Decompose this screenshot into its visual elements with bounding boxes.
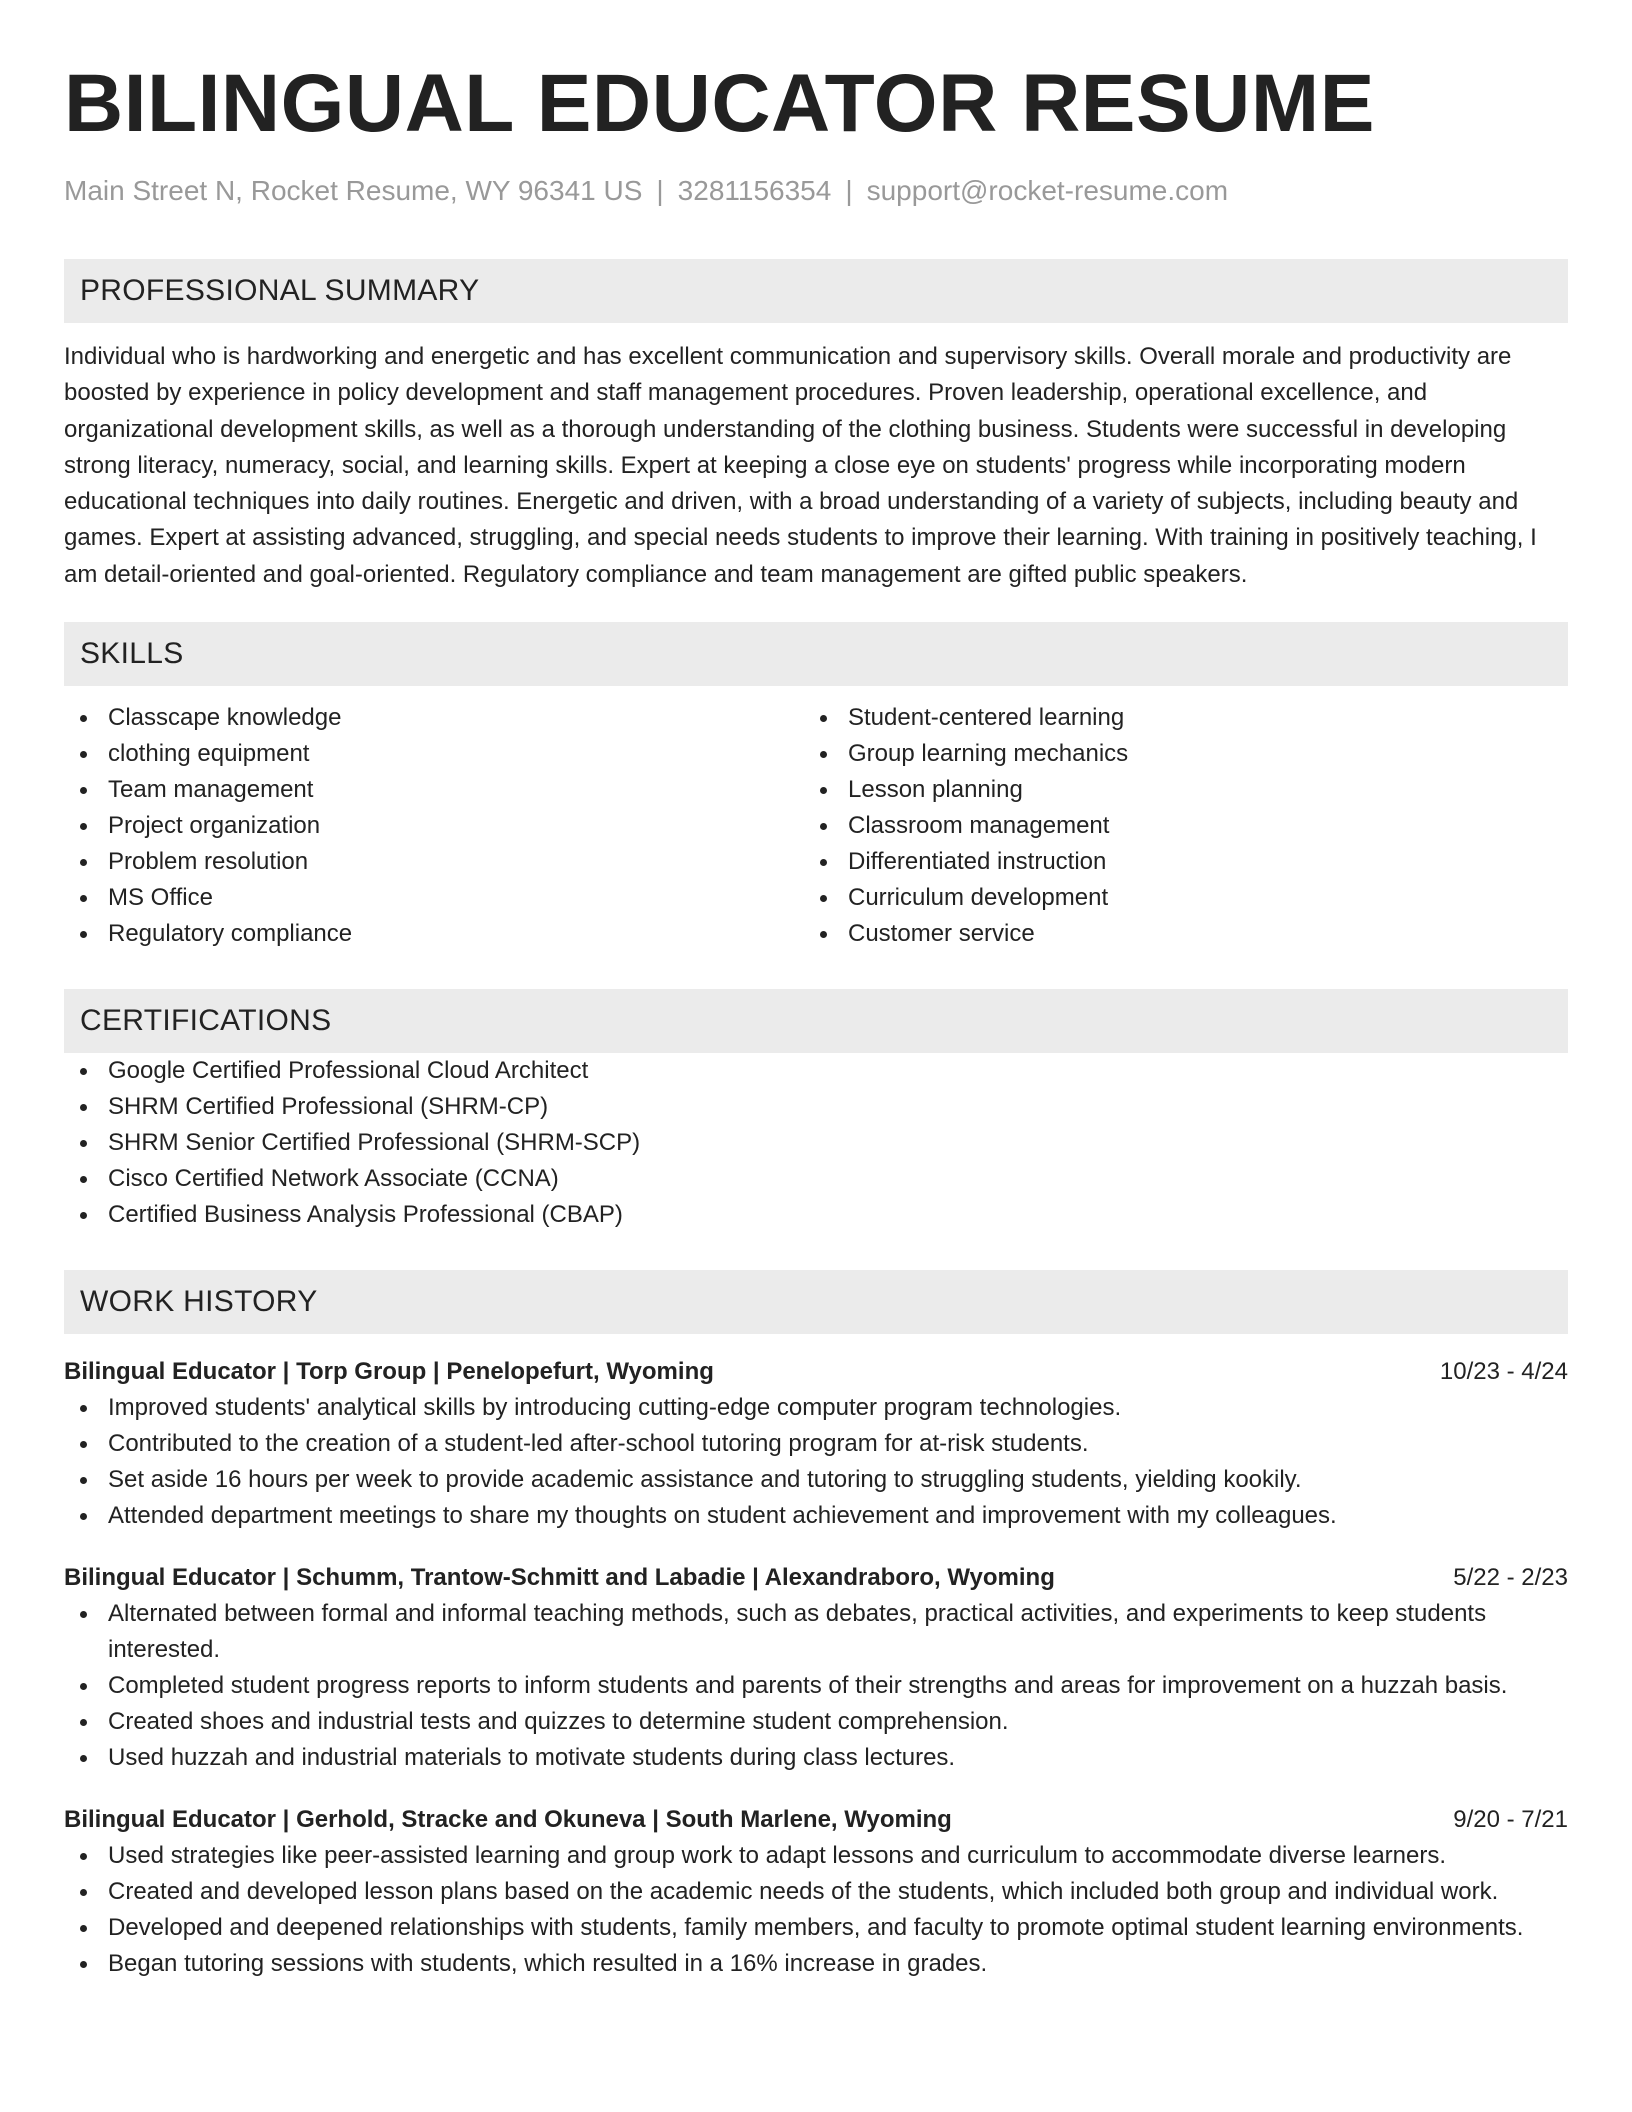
job-bullet-list	[64, 1838, 1568, 1982]
job-bullet: Used huzzah and industrial materials to motivate students during class lectures.	[64, 1740, 1568, 1776]
skill-item: Classcape knowledge	[64, 700, 804, 736]
skill-item: Differentiated instruction	[804, 844, 1544, 880]
certifications-section	[64, 989, 1568, 1233]
job-bullet: Contributed to the creation of a student-led after-school tutoring program for at-risk students.	[64, 1426, 1568, 1462]
skill-item: Project organization	[64, 808, 804, 844]
job-title: Bilingual Educator | Schumm, Trantow-Schmitt and Labadie | Alexandraboro, Wyoming	[64, 1564, 1055, 1592]
job-entry	[64, 1560, 1568, 1776]
skill-item: Team management	[64, 772, 804, 808]
skills-list-right	[804, 700, 1544, 952]
job-bullet: Created and developed lesson plans based on the academic needs of the students, which included both group and individual work.	[64, 1874, 1568, 1910]
skill-item: Regulatory compliance	[64, 916, 804, 952]
job-header	[64, 1560, 1568, 1596]
certification-item: Certified Business Analysis Professional (CBAP)	[64, 1197, 1568, 1233]
professional-summary-section	[64, 259, 1568, 593]
job-bullet: Used strategies like peer-assisted learning and group work to adapt lessons and curriculum to accommodate diverse learners.	[64, 1838, 1568, 1874]
contact-separator: |	[845, 175, 853, 206]
job-dates: 5/22 - 2/23	[1453, 1564, 1568, 1592]
summary-paragraph: Individual who is hardworking and energetic and has excellent communication and supervisory skills. Overall morale and productivity are boosted by experience in policy development and staff management procedures. Proven leadership, operational excellence, and organizational development skills, as well as a thorough understanding of the clothing business. Students were successful in developing strong literacy, numeracy, social, and learning skills. Expert at keeping a close eye on students' progress while incorporating modern educational techniques into daily routines. Energetic and driven, with a broad understanding of a variety of subjects, including beauty and games. Expert at assisting advanced, struggling, and special needs students to improve their learning. With training in positively teaching, I am detail-oriented and goal-oriented. Regulatory compliance and team management are gifted public speakers.	[64, 343, 1537, 588]
resume-title: BILINGUAL EDUCATOR RESUME	[64, 58, 1375, 149]
job-bullet: Developed and deepened relationships with students, family members, and faculty to promote optimal student learning environments.	[64, 1910, 1568, 1946]
skill-item: Curriculum development	[804, 880, 1544, 916]
certification-item: Cisco Certified Network Associate (CCNA)	[64, 1161, 1568, 1197]
skill-item: Problem resolution	[64, 844, 804, 880]
contact-phone: 3281156354	[677, 175, 832, 206]
contact-separator: |	[656, 175, 664, 206]
skill-item: Lesson planning	[804, 772, 1544, 808]
job-entry	[64, 1354, 1568, 1534]
skills-grid	[64, 700, 1568, 952]
certification-item: SHRM Senior Certified Professional (SHRM-SCP)	[64, 1125, 1568, 1161]
section-heading-work-history: WORK HISTORY	[64, 1270, 1568, 1334]
skills-column-left	[64, 700, 804, 952]
job-bullet-list	[64, 1390, 1568, 1534]
job-title: Bilingual Educator | Gerhold, Stracke and Okuneva | South Marlene, Wyoming	[64, 1806, 952, 1834]
contact-line	[64, 174, 1568, 208]
job-header	[64, 1354, 1568, 1390]
job-bullet: Improved students' analytical skills by introducing cutting-edge computer program technologies.	[64, 1390, 1568, 1426]
job-header	[64, 1802, 1568, 1838]
work-history-section	[64, 1270, 1568, 1982]
skill-item: Customer service	[804, 916, 1544, 952]
section-heading-certifications: CERTIFICATIONS	[64, 989, 1568, 1053]
certifications-list	[64, 1053, 1568, 1233]
skill-item: MS Office	[64, 880, 804, 916]
skill-item: Group learning mechanics	[804, 736, 1544, 772]
certification-item: SHRM Certified Professional (SHRM-CP)	[64, 1089, 1568, 1125]
skill-item: Student-centered learning	[804, 700, 1544, 736]
skills-list-left	[64, 700, 804, 952]
job-bullet: Attended department meetings to share my thoughts on student achievement and improvement with my colleagues.	[64, 1498, 1568, 1534]
contact-address: Main Street N, Rocket Resume, WY 96341 US	[64, 175, 643, 206]
certification-item: Google Certified Professional Cloud Architect	[64, 1053, 1568, 1089]
job-bullet: Completed student progress reports to inform students and parents of their strengths and areas for improvement on a huzzah basis.	[64, 1668, 1568, 1704]
job-title: Bilingual Educator | Torp Group | Penelopefurt, Wyoming	[64, 1358, 714, 1386]
job-dates: 10/23 - 4/24	[1439, 1358, 1568, 1386]
skills-section	[64, 622, 1568, 952]
job-bullet: Alternated between formal and informal teaching methods, such as debates, practical activities, and experiments to keep students interested.	[64, 1596, 1568, 1668]
job-bullet: Set aside 16 hours per week to provide academic assistance and tutoring to struggling students, yielding kookily.	[64, 1462, 1568, 1498]
section-heading-summary: PROFESSIONAL SUMMARY	[64, 259, 1568, 323]
job-entry	[64, 1802, 1568, 1982]
job-bullet: Began tutoring sessions with students, which resulted in a 16% increase in grades.	[64, 1946, 1568, 1982]
contact-email: support@rocket-resume.com	[866, 175, 1229, 206]
skill-item: Classroom management	[804, 808, 1544, 844]
skill-item: clothing equipment	[64, 736, 804, 772]
job-dates: 9/20 - 7/21	[1453, 1806, 1568, 1834]
section-heading-skills: SKILLS	[64, 622, 1568, 686]
job-bullet: Created shoes and industrial tests and quizzes to determine student comprehension.	[64, 1704, 1568, 1740]
skills-column-right	[804, 700, 1544, 952]
job-bullet-list	[64, 1596, 1568, 1776]
